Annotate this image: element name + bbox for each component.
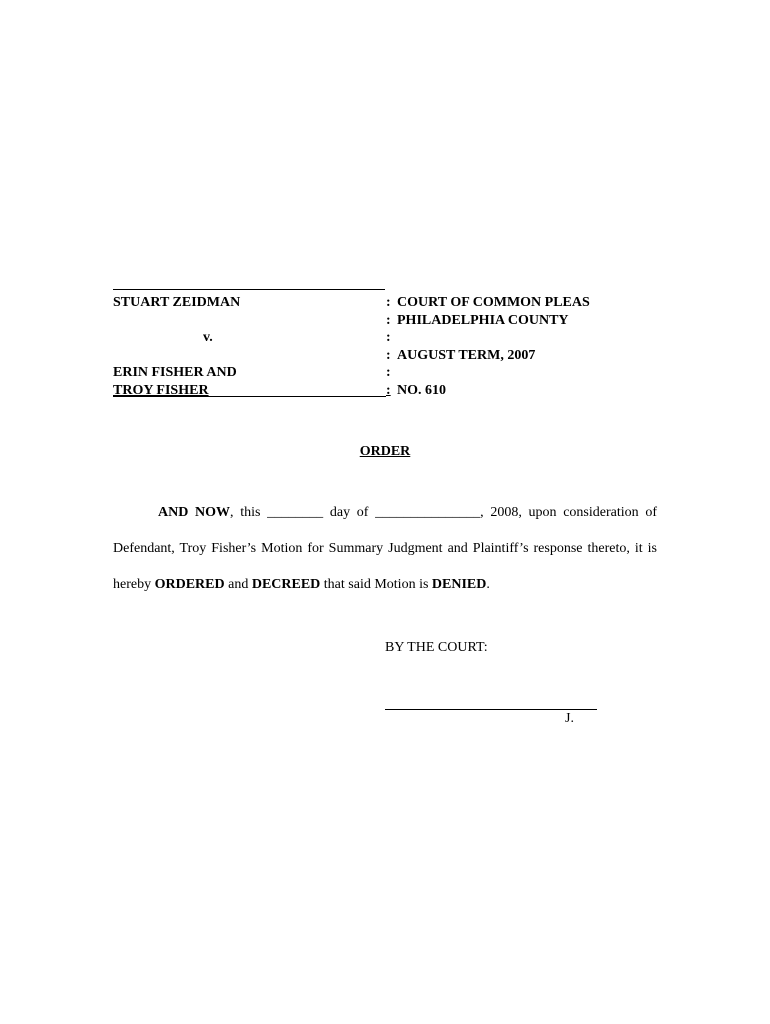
ordered-word: ORDERED [154,577,225,592]
defendant-name-line2-cell [113,382,386,400]
versus-label: v. [203,330,213,345]
order-lead-in: AND NOW [158,505,231,520]
order-text-3: that said Motion is [320,577,432,592]
judge-suffix: J. [565,711,574,726]
caption-colon: : [386,295,391,310]
defendant-name-line2: TROY FISHER [113,382,209,398]
caption-row-1 [113,294,653,312]
caption-row-4 [113,347,653,365]
order-text-1: , this ________ day of _______________, 2008, upon consideration of Defendant, Troy Fisher’s Motion for Summary Judgment and Plaintiff’s response thereto, it is hereby [113,505,657,592]
plaintiff-name: STUART ZEIDMAN [113,295,241,310]
court-name-line1: COURT OF COMMON PLEAS [397,295,590,310]
order-text-2: and [224,577,252,592]
caption-row-2 [113,312,653,330]
caption-colon: : [386,347,391,363]
caption-blank [113,312,386,330]
term-label: AUGUST TERM, 2007 [397,347,536,363]
caption-row-6 [113,382,653,400]
order-text-4: . [486,577,490,592]
caption-colon: : [386,330,391,345]
caption-top-rule [113,289,385,290]
order-body [113,495,657,603]
defendant-name-line1: ERIN FISHER AND [113,365,237,380]
by-the-court-label: BY THE COURT: [385,640,488,655]
order-title: ORDER [359,444,411,459]
case-number: NO. 610 [397,382,446,398]
caption-blank [113,347,386,365]
case-caption [113,289,653,399]
caption-colon: : [386,365,391,380]
caption-blank [397,329,653,347]
denied-word: DENIED [431,577,487,592]
decreed-word: DECREED [251,577,321,592]
signature-line [385,709,597,710]
caption-row-3 [113,329,653,347]
caption-colon: : [386,382,391,398]
caption-row-5 [113,364,653,382]
caption-blank [397,364,653,382]
caption-colon: : [386,312,391,328]
court-name-line2: PHILADELPHIA COUNTY [397,312,569,328]
